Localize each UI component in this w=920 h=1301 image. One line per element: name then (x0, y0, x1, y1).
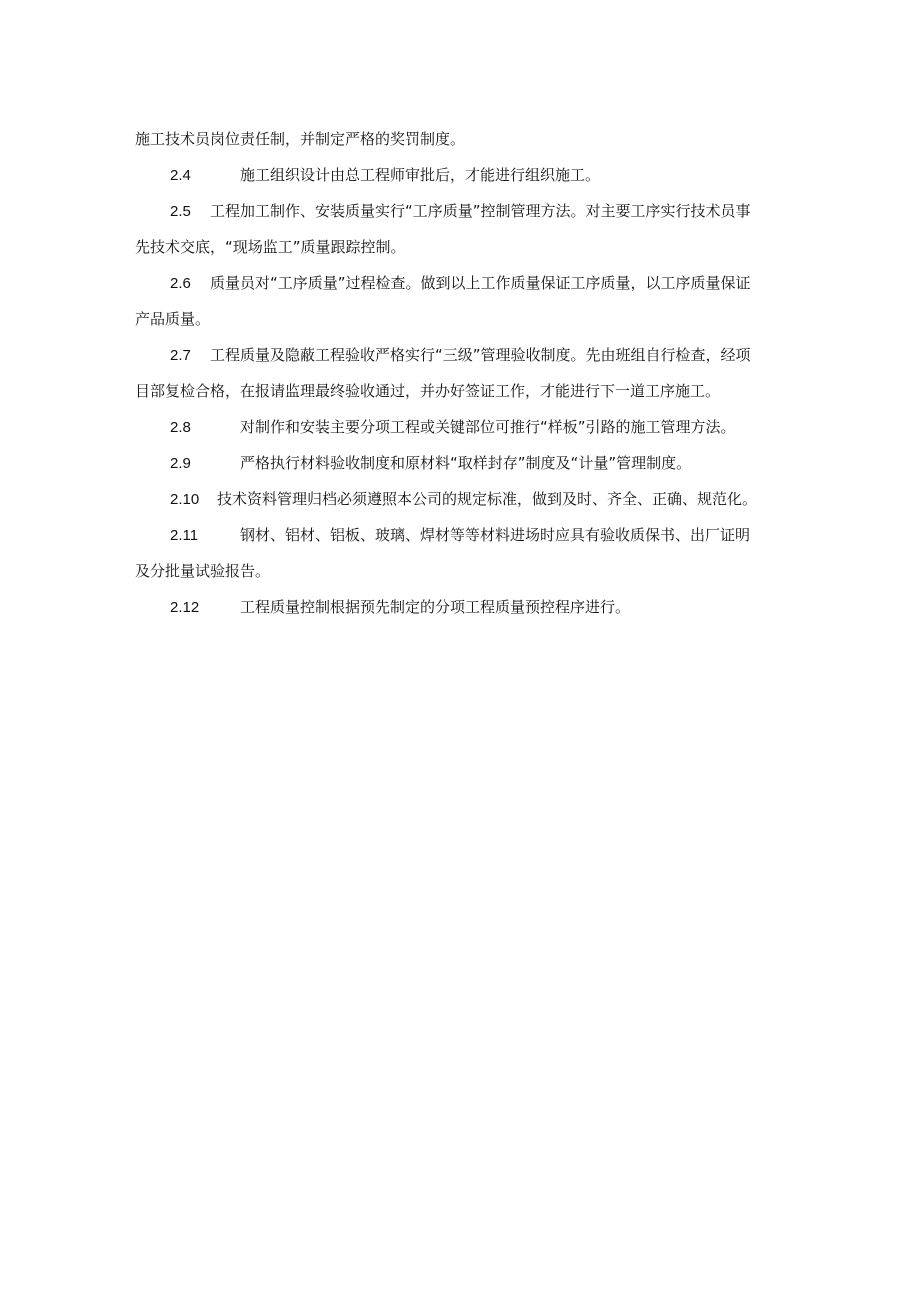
item-number: 2.4 (170, 167, 191, 184)
item-2-7 (135, 337, 840, 373)
item-text: 工程质量控制根据预先制定的分项工程质量预控程序进行。 (240, 598, 631, 616)
item-2-5-continuation: 先技术交底，“现场监工”质量跟踪控制。 (135, 238, 406, 256)
item-text: 质量员对“工序质量”过程检查。做到以上工作质量保证工序质量，以工序质量保证 (210, 274, 751, 292)
item-2-6-continuation: 产品质量。 (135, 310, 211, 328)
item-text: 对制作和安装主要分项工程或关键部位可推行“样板”引路的施工管理方法。 (240, 418, 736, 436)
item-number: 2.12 (170, 599, 200, 616)
item-text: 工程加工制作、安装质量实行“工序质量”控制管理方法。对主要工序实行技术员事 (210, 202, 751, 220)
item-number: 2.8 (170, 419, 191, 436)
document-body (135, 121, 840, 625)
intro-line: 施工技术员岗位责任制，并制定严格的奖罚制度。 (135, 130, 466, 148)
item-2-9 (135, 445, 840, 481)
item-2-7-continuation: 目部复检合格，在报请监理最终验收通过，并办好签证工作，才能进行下一道工序施工。 (135, 382, 721, 400)
item-text: 钢材、铝材、铝板、玻璃、焊材等等材料进场时应具有验收质保书、出厂证明 (240, 526, 751, 544)
item-text: 施工组织设计由总工程师审批后，才能进行组织施工。 (240, 166, 601, 184)
item-2-6 (135, 265, 840, 301)
item-text: 工程质量及隐蔽工程验收严格实行“三级”管理验收制度。先由班组自行检查，经项 (210, 346, 751, 364)
item-2-10 (135, 481, 840, 517)
item-number: 2.5 (170, 203, 191, 220)
item-2-11 (135, 517, 840, 553)
item-number: 2.9 (170, 455, 191, 472)
item-number: 2.10 (170, 491, 200, 508)
item-number: 2.6 (170, 275, 191, 292)
item-2-8 (135, 409, 840, 445)
item-2-11-continuation: 及分批量试验报告。 (135, 562, 271, 580)
item-number: 2.11 (170, 527, 199, 544)
item-number: 2.7 (170, 347, 191, 364)
item-2-5 (135, 193, 840, 229)
item-text: 技术资料管理归档必须遵照本公司的规定标准，做到及时、齐全、正确、规范化。 (217, 490, 758, 508)
item-2-4 (135, 157, 840, 193)
item-text: 严格执行材料验收制度和原材料“取样封存”制度及“计量”管理制度。 (240, 454, 692, 472)
item-2-12 (135, 589, 840, 625)
